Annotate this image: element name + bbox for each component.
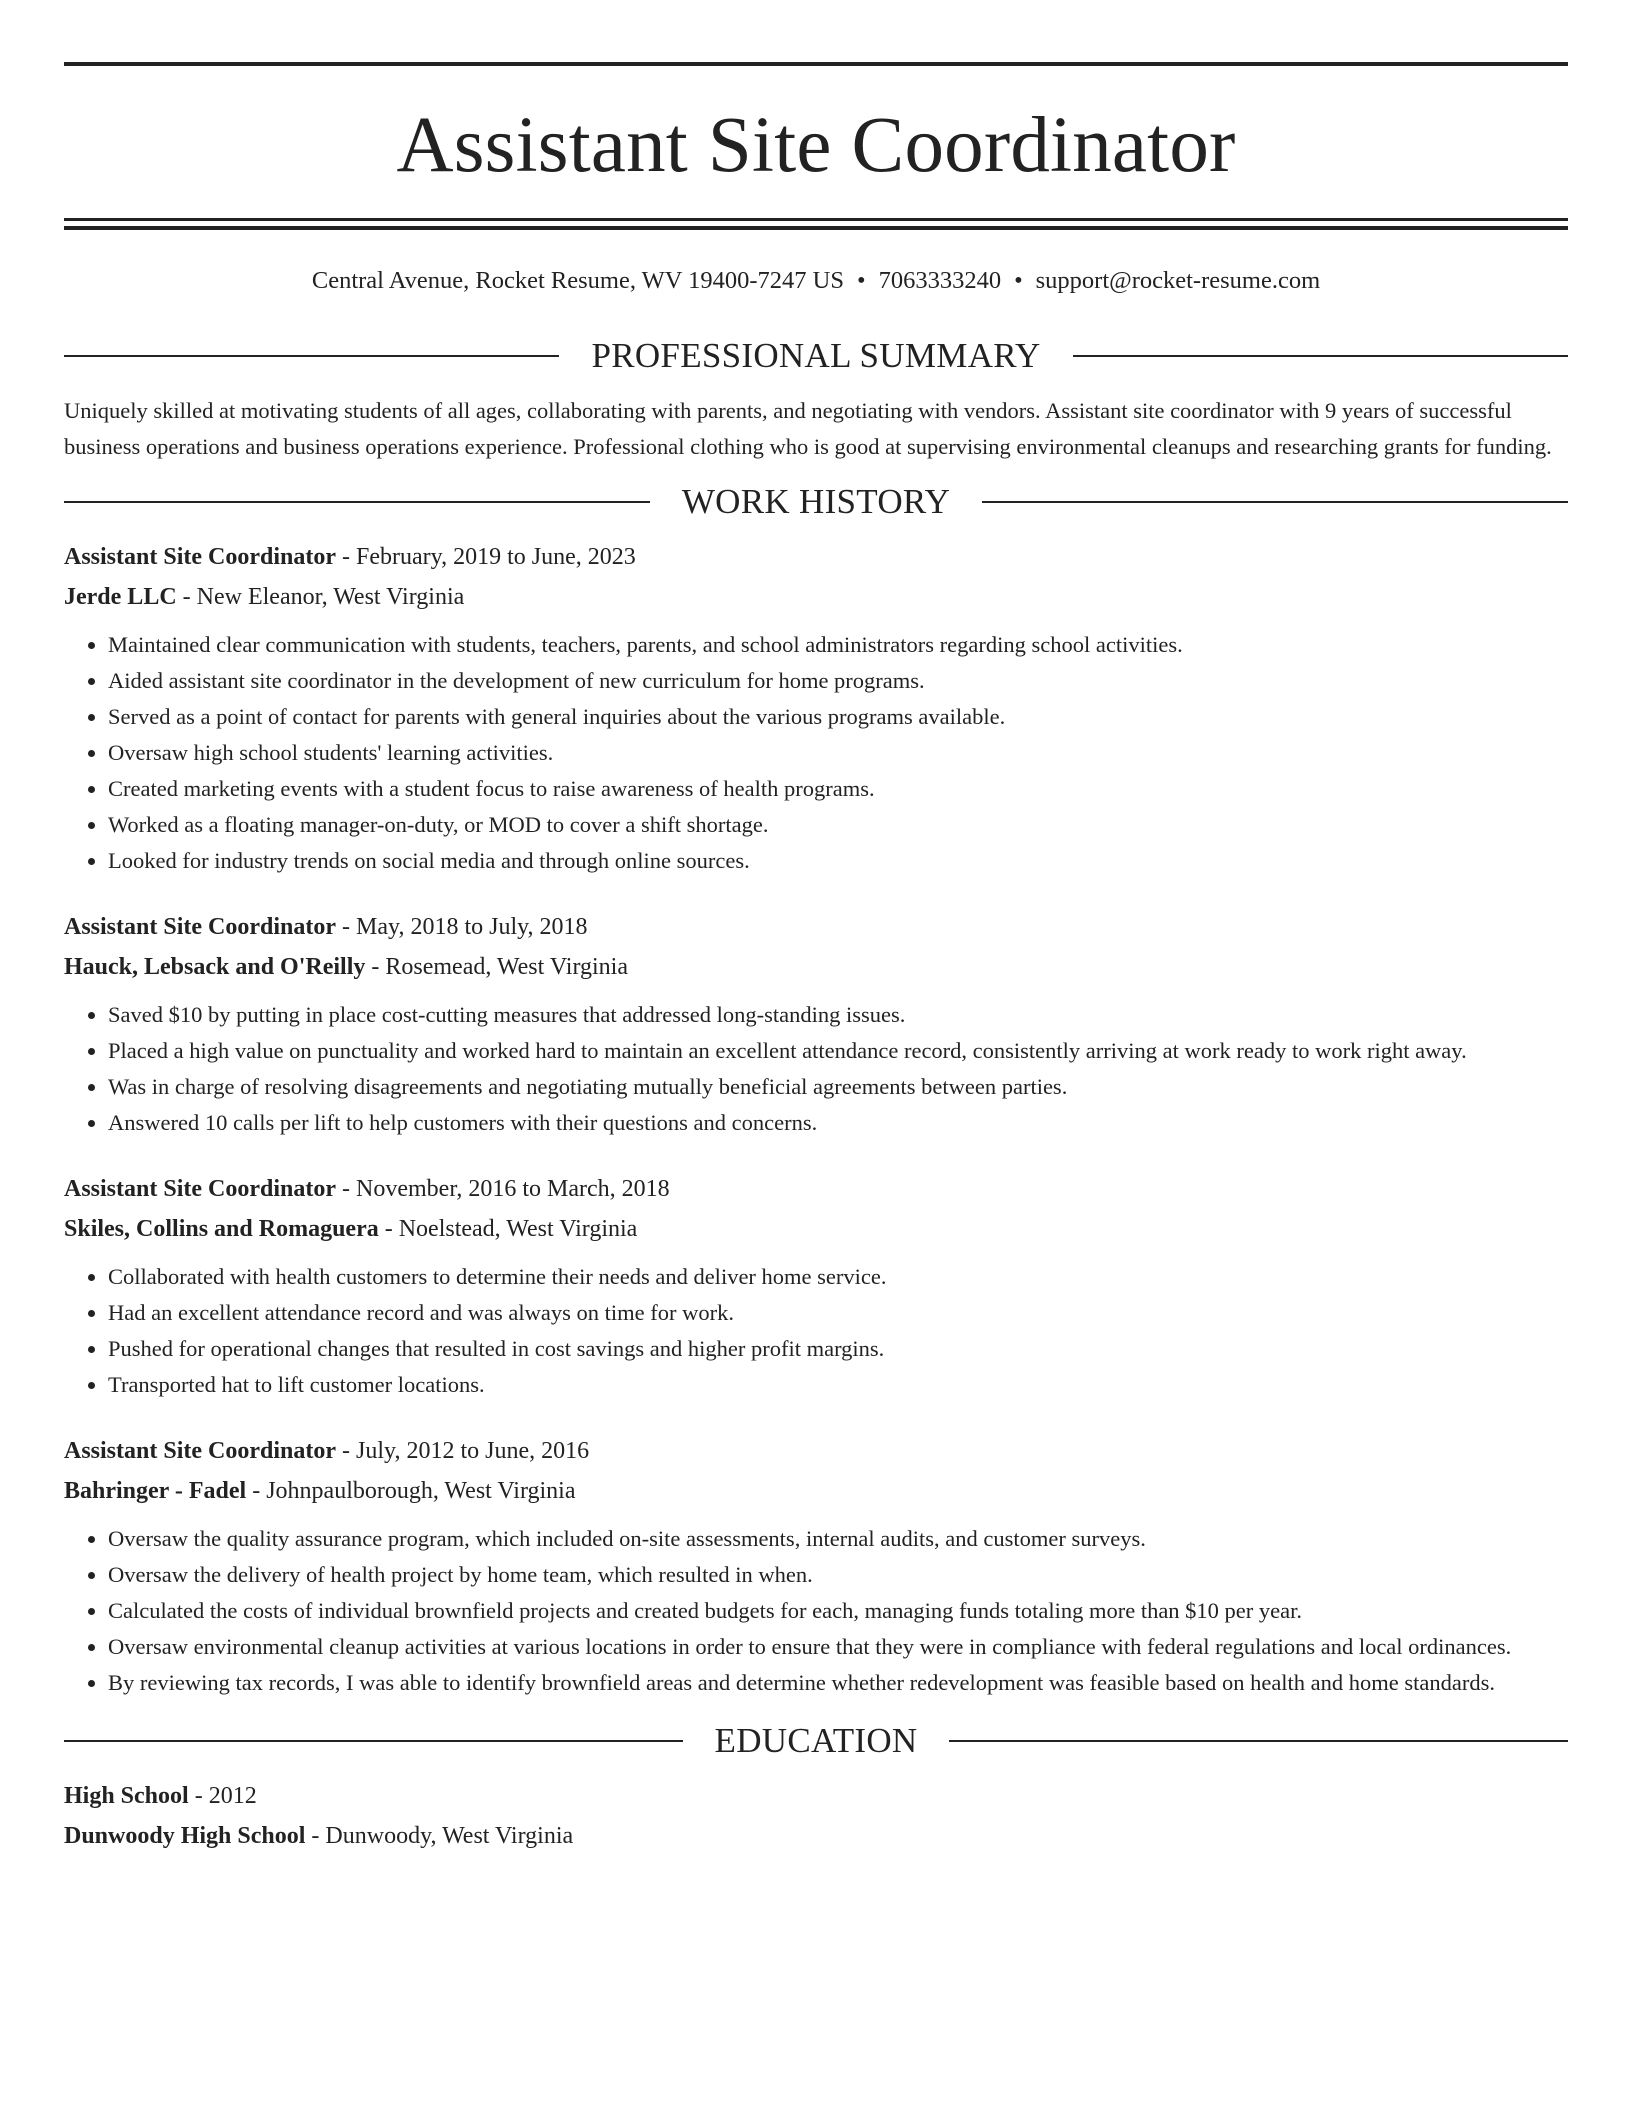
job-bullets [64, 1259, 1568, 1403]
employer-name: Jerde LLC [64, 584, 177, 611]
employer-name: Hauck, Lebsack and O'Reilly [64, 954, 366, 981]
heading-rule-left [64, 1740, 683, 1742]
list-item: • Created marketing events with a student focus to raise awareness of health programs. [108, 771, 1568, 807]
employer-name: Bahringer - Fadel [64, 1478, 247, 1505]
employer-location: - Noelstead, West Virginia [378, 1216, 638, 1243]
list-item: • By reviewing tax records, I was able to identify brownfield areas and determine whether redevelopment was feasible based on health and home standards. [108, 1665, 1568, 1701]
job-bullets [64, 997, 1568, 1141]
job-dates: - May, 2018 to July, 2018 [336, 914, 588, 941]
degree-line [64, 1776, 1568, 1816]
job-entry [64, 907, 1568, 1141]
heading-rule-left [64, 355, 559, 357]
list-item: • Had an excellent attendance record and was always on time for work. [108, 1295, 1568, 1331]
summary-text: Uniquely skilled at motivating students of all ages, collaborating with parents, and negotiating with vendors. Assistant site coordinator with 9 years of successful business operations and business operations experience. Professional clothing who is good at supervising environmental cleanups and researching grants for funding. [64, 398, 1552, 460]
job-title: Assistant Site Coordinator [64, 544, 337, 571]
school-location: - Dunwoody, West Virginia [305, 1823, 574, 1850]
list-item: • Collaborated with health customers to determine their needs and deliver home service. [108, 1259, 1568, 1295]
list-item: • Saved $10 by putting in place cost-cutting measures that addressed long-standing issues. [108, 997, 1568, 1033]
education-heading [64, 1721, 1568, 1761]
list-item: • Served as a point of contact for parents with general inquiries about the various programs available. [108, 699, 1568, 735]
list-item: • Was in charge of resolving disagreements and negotiating mutually beneficial agreements between parties. [108, 1069, 1568, 1105]
education-entry [64, 1776, 1568, 1856]
list-item: • Oversaw high school students' learning activities. [108, 735, 1568, 771]
education-heading-label: EDUCATION [714, 1721, 918, 1761]
separator-dot: • [856, 267, 866, 294]
job-title-line [64, 537, 1568, 577]
employer-location: - Rosemead, West Virginia [365, 954, 628, 981]
employer-line [64, 947, 1568, 987]
list-item: • Looked for industry trends on social media and through online sources. [108, 843, 1568, 879]
employer-location: - Johnpaulborough, West Virginia [246, 1478, 576, 1505]
job-dates: - February, 2019 to June, 2023 [336, 544, 636, 571]
job-bullets [64, 1521, 1568, 1701]
graduation-year: - 2012 [188, 1783, 257, 1810]
separator-dot: • [1014, 267, 1023, 294]
job-title: Assistant Site Coordinator [64, 914, 337, 941]
heading-rule-right [949, 1740, 1568, 1742]
list-item: • Maintained clear communication with students, teachers, parents, and school administrators regarding school activities. [108, 627, 1568, 663]
heading-rule-right [982, 501, 1568, 503]
address: Central Avenue, Rocket Resume, WV 19400-7247 US [311, 267, 844, 294]
employer-line [64, 1209, 1568, 1249]
summary-heading [64, 336, 1568, 376]
school-line [64, 1816, 1568, 1856]
job-bullets [64, 627, 1568, 879]
list-item: • Answered 10 calls per lift to help customers with their questions and concerns. [108, 1105, 1568, 1141]
list-item: • Worked as a floating manager-on-duty, or MOD to cover a shift shortage. [108, 807, 1568, 843]
list-item: • Oversaw the delivery of health project by home team, which resulted in when. [108, 1557, 1568, 1593]
resume-title: Assistant Site Coordinator [396, 102, 1236, 189]
job-title-line [64, 1431, 1568, 1471]
employer-location: - New Eleanor, West Virginia [176, 584, 465, 611]
job-title: Assistant Site Coordinator [64, 1176, 337, 1203]
job-dates: - July, 2012 to June, 2016 [336, 1438, 590, 1465]
job-title-line [64, 907, 1568, 947]
email: support@rocket-resume.com [1035, 267, 1321, 294]
job-entry [64, 1431, 1568, 1701]
phone: 7063333240 [878, 267, 1002, 294]
heading-rule-left [64, 501, 650, 503]
job-entry [64, 537, 1568, 879]
job-title-line [64, 1169, 1568, 1209]
employer-name: Skiles, Collins and Romaguera [64, 1216, 379, 1243]
school-name: Dunwoody High School [64, 1823, 306, 1850]
contact-line [64, 266, 1568, 295]
work-history-heading-label: WORK HISTORY [681, 482, 951, 522]
heading-rule-right [1073, 355, 1568, 357]
job-title: Assistant Site Coordinator [64, 1438, 337, 1465]
job-dates: - November, 2016 to March, 2018 [336, 1176, 670, 1203]
employer-line [64, 1471, 1568, 1511]
list-item: • Transported hat to lift customer locations. [108, 1367, 1568, 1403]
list-item: • Oversaw environmental cleanup activities at various locations in order to ensure that they were in compliance with federal regulations and local ordinances. [108, 1629, 1568, 1665]
job-entry [64, 1169, 1568, 1403]
degree: High School [64, 1783, 189, 1810]
list-item: • Aided assistant site coordinator in the development of new curriculum for home programs. [108, 663, 1568, 699]
work-history-heading [64, 482, 1568, 522]
employer-line [64, 577, 1568, 617]
summary-heading-label: PROFESSIONAL SUMMARY [591, 336, 1041, 376]
list-item: • Calculated the costs of individual brownfield projects and created budgets for each, managing funds totaling more than $10 per year. [108, 1593, 1568, 1629]
list-item: • Pushed for operational changes that resulted in cost savings and higher profit margins. [108, 1331, 1568, 1367]
list-item: • Placed a high value on punctuality and worked hard to maintain an excellent attendance record, consistently arriving at work ready to work right away. [108, 1033, 1568, 1069]
top-rule [64, 62, 1568, 66]
double-rule [64, 218, 1568, 230]
list-item: • Oversaw the quality assurance program, which included on-site assessments, internal audits, and customer surveys. [108, 1521, 1568, 1557]
